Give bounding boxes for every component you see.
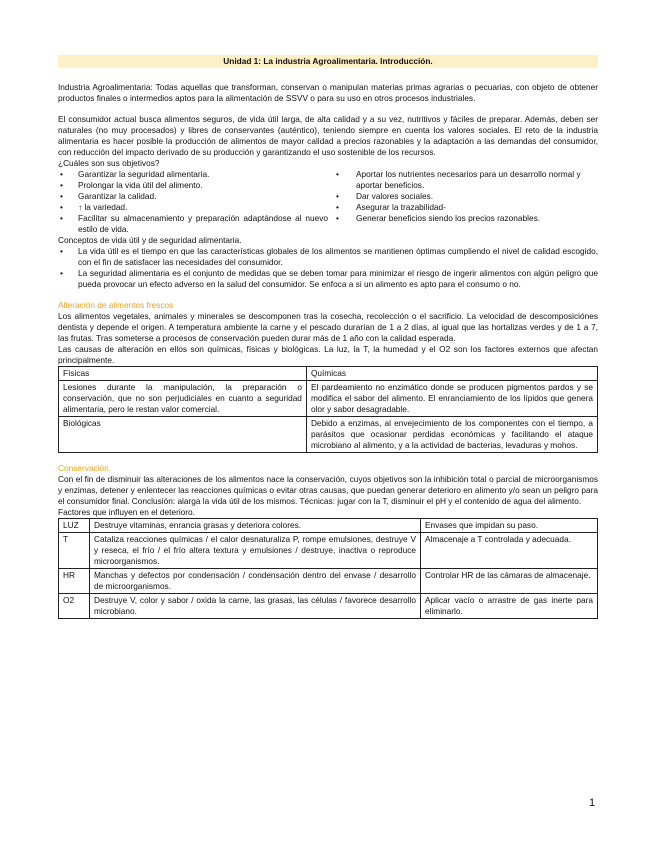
- table-row: [59, 367, 598, 381]
- alteration-table: [58, 366, 598, 453]
- intro-paragraph: Industria Agroalimentaria: Todas aquellas que transforman, conservan o manipulan materias primas agrarias o pecuarias, con objeto de obtener productos finales o intermedios aptos para la alimentación de SSVV o para su uso en otros procesos industriales.: [58, 82, 598, 103]
- effect-cell: Manchas y defectos por condensación / condensación dentro del envase / desarrollo de microorganismos.: [90, 569, 421, 594]
- objectives-left-list: [58, 169, 328, 235]
- table-row: [59, 533, 598, 569]
- table-header-cell: Químicas: [306, 367, 597, 381]
- page-title: Unidad 1: La industria Agroalimentaria. Introducción.: [58, 55, 598, 68]
- alteracion-paragraph-1: Los alimentos vegetales, animales y minerales se descomponen tras la cosecha, recolección o el sacrificio. La velocidad de descomposiciónes dentista y depende el origen. A temperatura ambiente la carne y el pescado durarían de 1 a 2 días, al igual que las hortalizas verdes y de 1 a 7, las frutas. Tras someterse a procesos de conservación pueden durar más de 1 año con la calidad esperada.: [58, 311, 598, 343]
- alteracion-paragraph-2: Las causas de alteración en ellos son químicas, físicas y biológicas. La luz, la T, la humedad y el O2 son los factores externos que afectan principalmente.: [58, 344, 598, 365]
- effect-cell: Cataliza reacciones químicas / el calor desnaturaliza P, rompe emulsiones, destruye V y reseca, el frío / el frío altera textura y emulsiones / destruye, inactiva o reproduce microorganismos.: [90, 533, 421, 569]
- conservacion-paragraph: Con el fin de disminuir las alteraciones de los alimentos nace la conservación, cuyos objetivos son la inhibición total o parcial de microorganismos y enzimas, detener y enlentecer las reacciones químicas o evitar otras causas, que puedan generar deterioro en alimento y/o sean un peligro para el consumidor final. Conclusión: alarga la vida útil de los mismos. Técnicas: jugar con la T, disminuir el pH y el contenido de agua del alimento.: [58, 474, 598, 506]
- list-item: • La seguridad alimentaria es el conjunto de medidas que se deben tomar para minimizar el riesgo de ingerir alimentos con algún peligro que pueda provocar un efecto adverso en la salud del consumidor. Se enfoca a si un alimento es apto para el consumo o no.: [58, 268, 598, 290]
- table-row: [59, 381, 598, 417]
- list-item: • Dar valores sociales.: [328, 191, 598, 202]
- factor-cell: HR: [59, 569, 90, 594]
- list-item: • Garantizar la calidad.: [58, 191, 328, 202]
- factors-heading: Factores que influyen en el deterioro.: [58, 507, 195, 517]
- list-item: • Generar beneficios siendo los precios razonables.: [328, 213, 598, 224]
- list-item: • Asegurar la trazabilidad-: [328, 202, 598, 213]
- list-item: • Aportar los nutrientes necesarios para un desarrollo normal y aportar beneficios.: [328, 169, 598, 191]
- factors-table: [58, 518, 598, 619]
- table-header-cell: Biológicas: [59, 417, 307, 453]
- objectives-right-list: [328, 169, 598, 235]
- list-item: • Facilitar su almacenamiento y preparación adaptándose al nuevo estilo de vida.: [58, 213, 328, 235]
- effect-cell: Destruye vitaminas, enrancia grasas y deteriora colores.: [90, 519, 421, 533]
- factor-cell: T: [59, 533, 90, 569]
- solution-cell: Aplicar vacío o arrastre de gas inerte para eliminarlo.: [421, 594, 598, 619]
- list-item: • La vida útil es el tiempo en que las características globales de los alimentos se mantienen óptimas cumpliendo el nivel de calidad escogido, con el fin de satisfacer las necesidades del consumidor.: [58, 246, 598, 268]
- table-cell: Debido a enzimas, al envejecimiento de los componentes con el tiempo, a parásitos que ocasionar perdidas económicas y facilitando el ataque microbiano al alimento, y a la actividad de bacterias, levaduras y mohos.: [306, 417, 597, 453]
- objectives-question: ¿Cuáles son sus objetivos?: [58, 158, 160, 168]
- list-item: • Prolongar la vida útil del alimento.: [58, 180, 328, 191]
- section-heading-alteracion: Alteración de alimentos frescos: [58, 300, 174, 310]
- table-cell: Lesiones durante la manipulación, la preparación o conservación, que no son perjudiciales en cuanto a seguridad alimentaria, pero le restan valor comercial.: [59, 381, 307, 417]
- concepts-list: [58, 246, 598, 290]
- list-item: • ↑ la variedad.: [58, 202, 328, 213]
- list-item: • Garantizar la seguridad alimentaria.: [58, 169, 328, 180]
- objectives-lists: [58, 169, 598, 235]
- table-cell: El pardeamiento no enzimático donde se producen pigmentos pardos y se modifica el sabor del alimento. El enranciamiento de los lípidos que genera olor y sabor desagradable.: [306, 381, 597, 417]
- table-row: [59, 519, 598, 533]
- table-row: [59, 594, 598, 619]
- concepts-heading: Conceptos de vida útil y de seguridad alimentaria.: [58, 235, 242, 245]
- solution-cell: Almacenaje a T controlada y adecuada.: [421, 533, 598, 569]
- table-row: [59, 417, 598, 453]
- section-heading-conservacion: Conservación.: [58, 463, 112, 473]
- page-number: 1: [589, 797, 596, 809]
- solution-cell: Envases que impidan su paso.: [421, 519, 598, 533]
- table-row: [59, 569, 598, 594]
- consumer-paragraph: El consumidor actual busca alimentos seguros, de vida útil larga, de alta calidad y a su vez, nutritivos y fáciles de preparar. Además, deben ser naturales (no muy procesados) y libres de conservantes (auténtico), teniendo siempre en cuenta los valores sociales. El reto de la industria alimentaria es hacer posible la producción de alimentos de mayor calidad a precios razonables y la adaptación a las demandas del consumidor, con reducción del impacto derivado de su producción y garantizando el uso sostenible de los recursos.: [58, 114, 598, 157]
- solution-cell: Controlar HR de las cámaras de almacenaje.: [421, 569, 598, 594]
- factor-cell: O2: [59, 594, 90, 619]
- effect-cell: Destruye V, color y sabor / oxida la carne, las grasas, las células / favorece desarrollo microbiano.: [90, 594, 421, 619]
- factor-cell: LUZ: [59, 519, 90, 533]
- document-page: [58, 55, 598, 619]
- table-header-cell: Físicas: [59, 367, 307, 381]
